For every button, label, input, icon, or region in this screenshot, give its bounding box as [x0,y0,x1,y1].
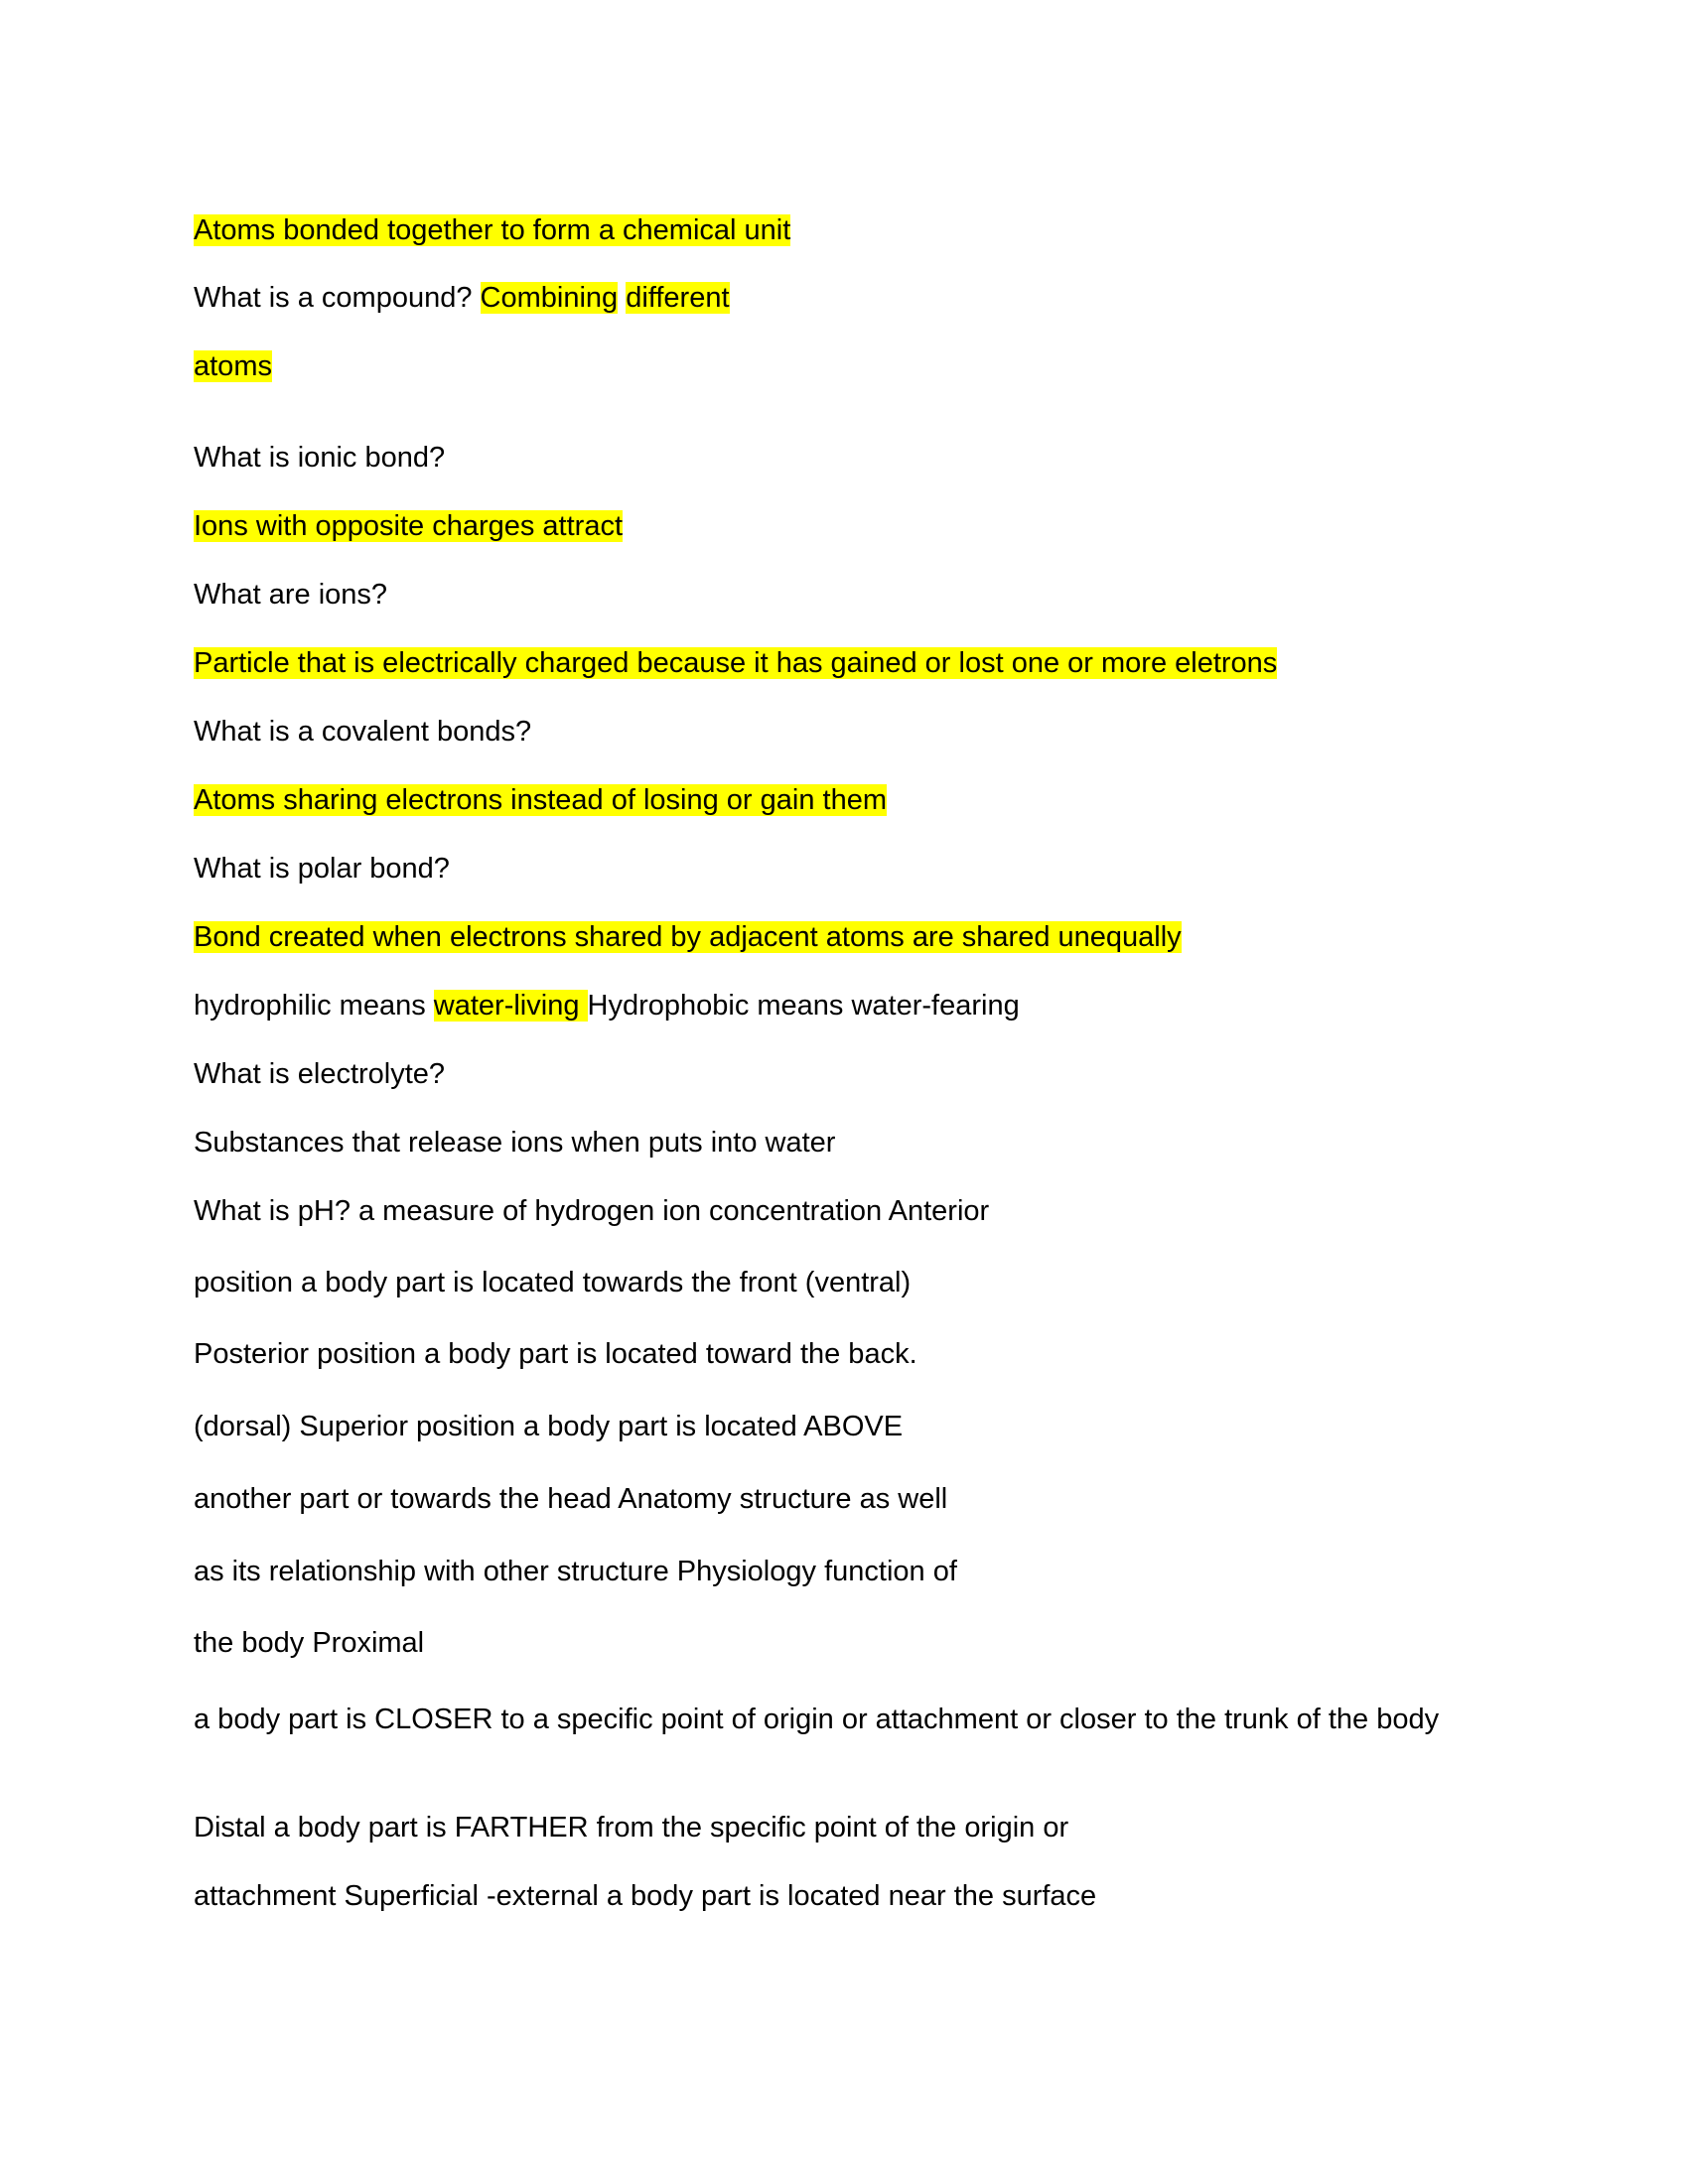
line-text: another part or towards the head Anatomy structure as well [194,1483,948,1515]
text-line [194,1264,911,1301]
line-text: a body part is CLOSER to a specific point of origin or attachment or closer to the trunk of the body [194,1704,1440,1735]
highlighted-text: different [626,282,730,314]
text-line [194,713,531,751]
text-line [194,347,272,385]
text-line [194,1877,1096,1915]
line-text: position a body part is located towards the front (ventral) [194,1267,912,1298]
text-line [194,1124,835,1161]
line-text: What is pH? a measure of hydrogen ion concentration Anterior [194,1195,990,1227]
text-line [194,1553,957,1590]
text-line [194,576,387,614]
line-text: (dorsal) Superior position a body part is located ABOVE [194,1411,904,1442]
highlighted-text: atoms [194,350,272,382]
text-line [194,918,1182,956]
text-line [194,1408,903,1445]
text-line [194,781,887,819]
line-text: What is ionic bond? [194,442,446,474]
text-line [194,279,730,317]
line-text: hydrophilic means [194,990,434,1022]
line-text: What is electrolyte? [194,1058,446,1090]
text-line [194,1697,1445,1742]
highlighted-text: Combining [480,282,619,314]
highlighted-text: Atoms bonded together to form a chemical unit [194,214,791,246]
text-line [194,850,450,887]
text-line [194,1055,445,1093]
text-line [194,1192,989,1230]
text-line [194,644,1277,682]
line-text: attachment Superficial -external a body part is located near the surface [194,1880,1097,1912]
highlighted-text: water-living [433,990,588,1022]
line-text: Posterior position a body part is located toward the back. [194,1338,917,1370]
text-line [194,987,1020,1024]
line-text: What is polar bond? [194,853,450,885]
highlighted-text: Bond created when electrons shared by adjacent atoms are shared unequally [194,921,1182,953]
text-line [194,211,790,249]
highlighted-text: Atoms sharing electrons instead of losing or gain them [194,784,887,816]
text-line [194,1480,947,1518]
line-text: Distal a body part is FARTHER from the specific point of the origin or [194,1812,1069,1843]
line-text: What is a compound? [194,282,481,314]
line-text: Hydrophobic means water-fearing [587,990,1020,1022]
highlighted-text: Ions with opposite charges attract [194,510,624,542]
line-text: Substances that release ions when puts into water [194,1127,836,1159]
line-text: What is a covalent bonds? [194,716,532,748]
line-text: What are ions? [194,579,388,611]
text-line [194,507,623,545]
text-line [194,439,445,477]
line-text: the body Proximal [194,1627,425,1659]
highlighted-text: Particle that is electrically charged because it has gained or lost one or more eletrons [194,647,1278,679]
text-line [194,1335,917,1373]
text-line [194,1809,1068,1846]
text-line [194,1624,424,1662]
line-text: as its relationship with other structure Physiology function of [194,1556,957,1587]
